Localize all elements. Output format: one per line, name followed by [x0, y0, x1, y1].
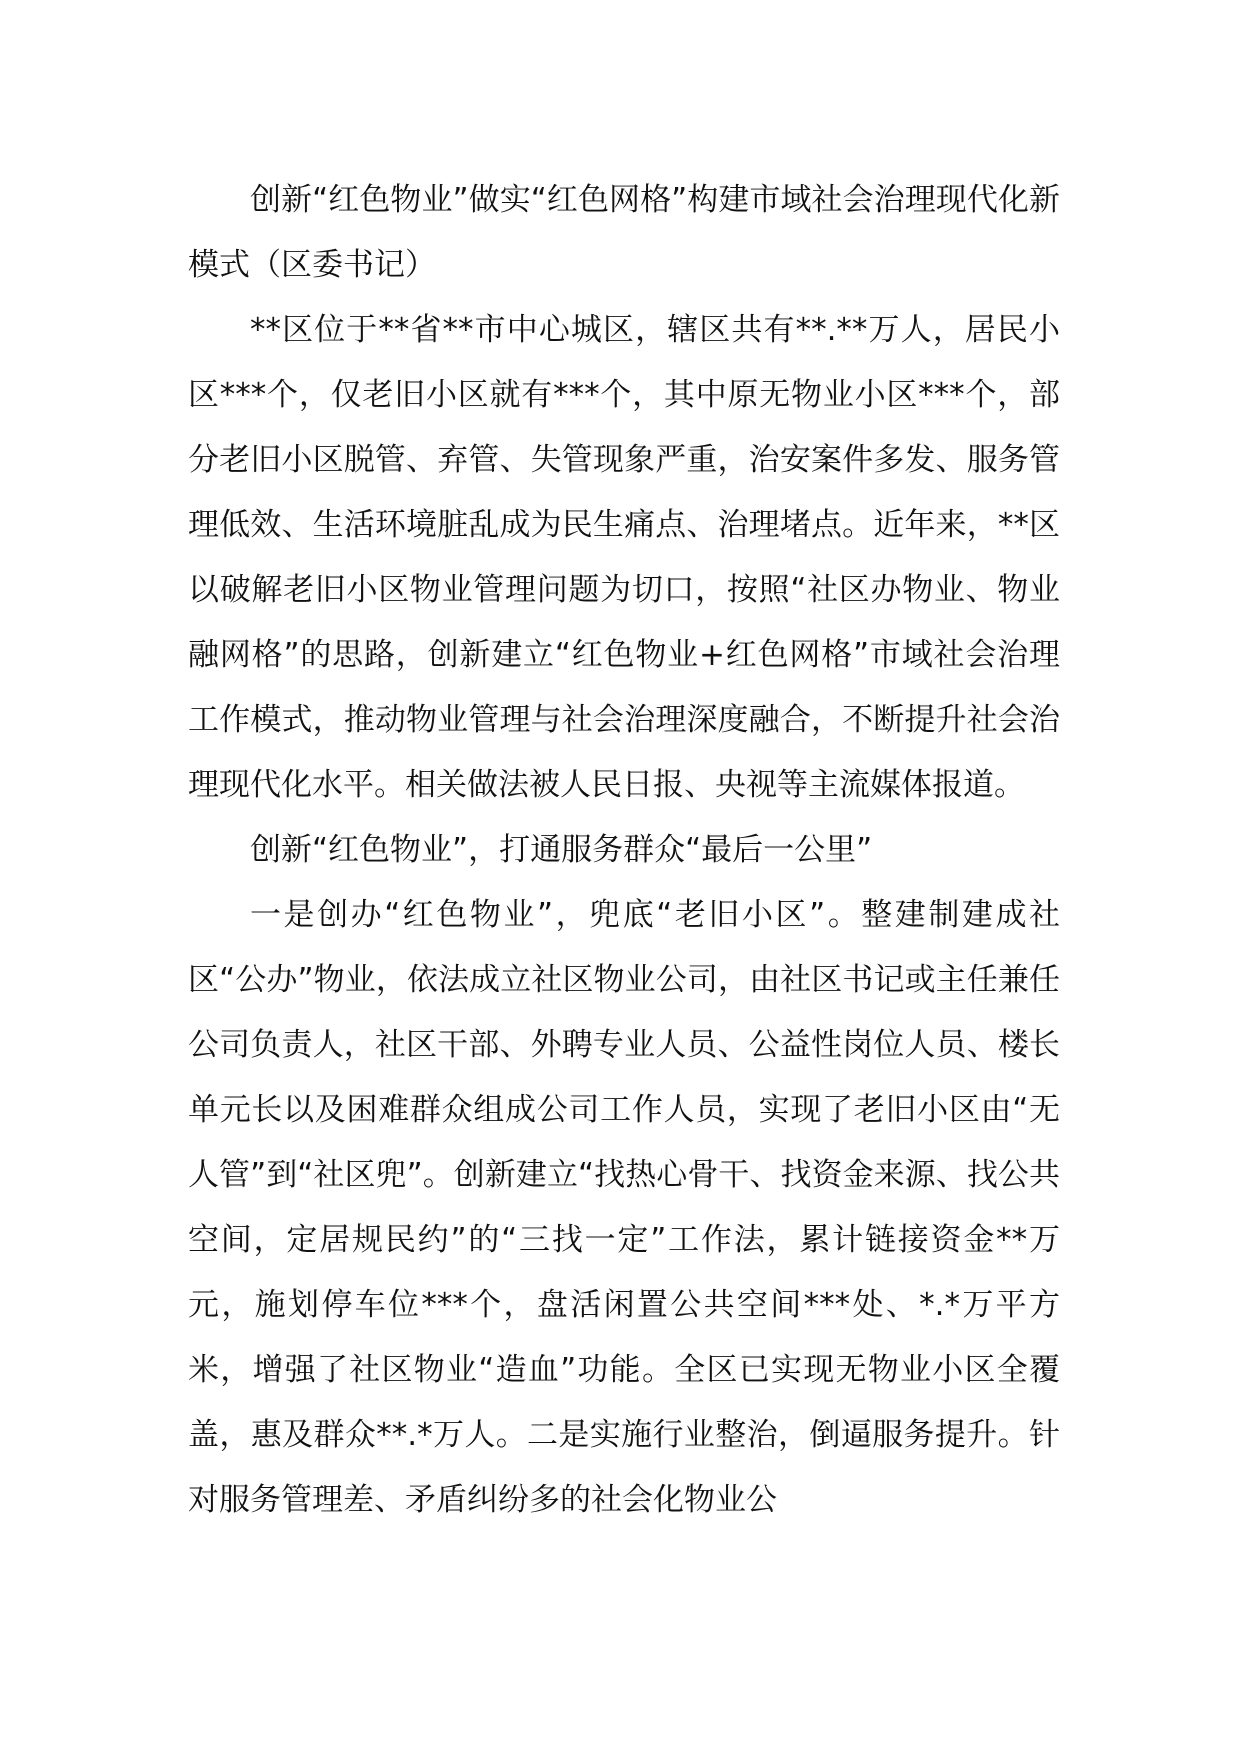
paragraph-intro: **区位于**省**市中心城区，辖区共有**.**万人，居民小区***个，仅老旧小区就有***个，其中原无物业小区***个，部分老旧小区脱管、弃管、失管现象严重，治安案件多发、服务管理低效、生活环境脏乱成为民生痛点、治理堵点。近年来，**区以破解老旧小区物业管理问题为切口，按照“社区办物业、物业融网格”的思路，创新建立“红色物业+红色网格”市域社会治理工作模式，推动物业管理与社会治理深度融合，不断提升社会治理现代化水平。相关做法被人民日报、央视等主流媒体报道。: [188, 312, 1060, 803]
document-body: [188, 168, 1060, 1533]
paragraph-body: 一是创办“红色物业”，兜底“老旧小区”。整建制建成社区“公办”物业，依法成立社区物业公司，由社区书记或主任兼任公司负责人，社区干部、外聘专业人员、公益性岗位人员、楼长单元长以及困难群众组成公司工作人员，实现了老旧小区由“无人管”到“社区兜”。创新建立“找热心骨干、找资金来源、找公共空间，定居规民约”的“三找一定”工作法，累计链接资金**万元，施划停车位***个，盘活闲置公共空间***处、*.*万平方米，增强了社区物业“造血”功能。全区已实现无物业小区全覆盖，惠及群众**.*万人。二是实施行业整治，倒逼服务提升。针对服务管理差、矛盾纠纷多的社会化物业公: [188, 897, 1060, 1518]
section-heading: 创新“红色物业”，打通服务群众“最后一公里”: [250, 832, 873, 868]
document-title: 创新“红色物业”做实“红色网格”构建市域社会治理现代化新模式（区委书记）: [188, 182, 1060, 283]
